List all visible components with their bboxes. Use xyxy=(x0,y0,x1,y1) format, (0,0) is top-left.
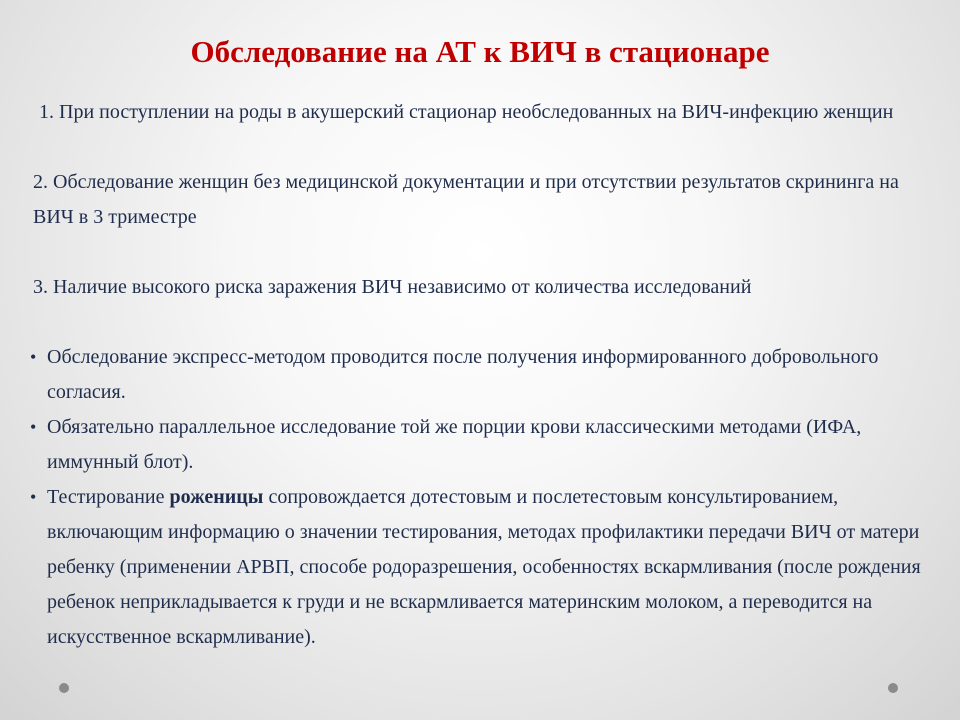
spacer xyxy=(33,305,938,340)
bullet-icon: • xyxy=(30,487,37,507)
slide-title: Обследование на АТ к ВИЧ в стационаре xyxy=(190,34,770,69)
bullet-text-1: Обследование экспресс-методом проводится после получения информированного добровольного согласия. xyxy=(47,346,879,403)
spacer xyxy=(33,235,938,270)
bullet-text-3-bold: роженицы xyxy=(169,486,264,508)
list-item-1: 1. При поступлении на роды в акушерский стационар необследованных на ВИЧ-инфекцию женщин xyxy=(39,101,894,123)
bullet-text-2: Обязательно параллельное исследование той же порции крови классическими методами (ИФА, иммунный блот). xyxy=(47,416,862,473)
bullet-text-3-start: Тестирование xyxy=(47,486,170,508)
nav-dot-left-icon xyxy=(59,683,69,693)
bullet-text-3-end: сопровождается дотестовым и послетестовым консультированием, включающим информацию о значении тестирования, методах профилактики передачи ВИЧ от матери ребенку (применении АРВП, способе родоразрешения, особенностях вскармливания (после рождения ребенок неприкладывается к груди и не вскармливается материнским молоком, а переводится на искусственное вскармливание). xyxy=(47,486,921,648)
slide-content xyxy=(30,95,938,655)
bullet-item-1 xyxy=(30,340,938,410)
bullet-item-3 xyxy=(30,480,938,655)
spacer xyxy=(33,130,938,165)
bullet-icon: • xyxy=(30,347,37,367)
bullet-item-2 xyxy=(30,410,938,480)
nav-dot-right-icon xyxy=(888,683,898,693)
list-item-3: 3. Наличие высокого риска заражения ВИЧ независимо от количества исследований xyxy=(33,276,752,298)
bullet-icon: • xyxy=(30,417,37,437)
list-item-2: 2. Обследование женщин без медицинской документации и при отсутствии результатов скрининга на ВИЧ в 3 триместре xyxy=(33,171,899,228)
